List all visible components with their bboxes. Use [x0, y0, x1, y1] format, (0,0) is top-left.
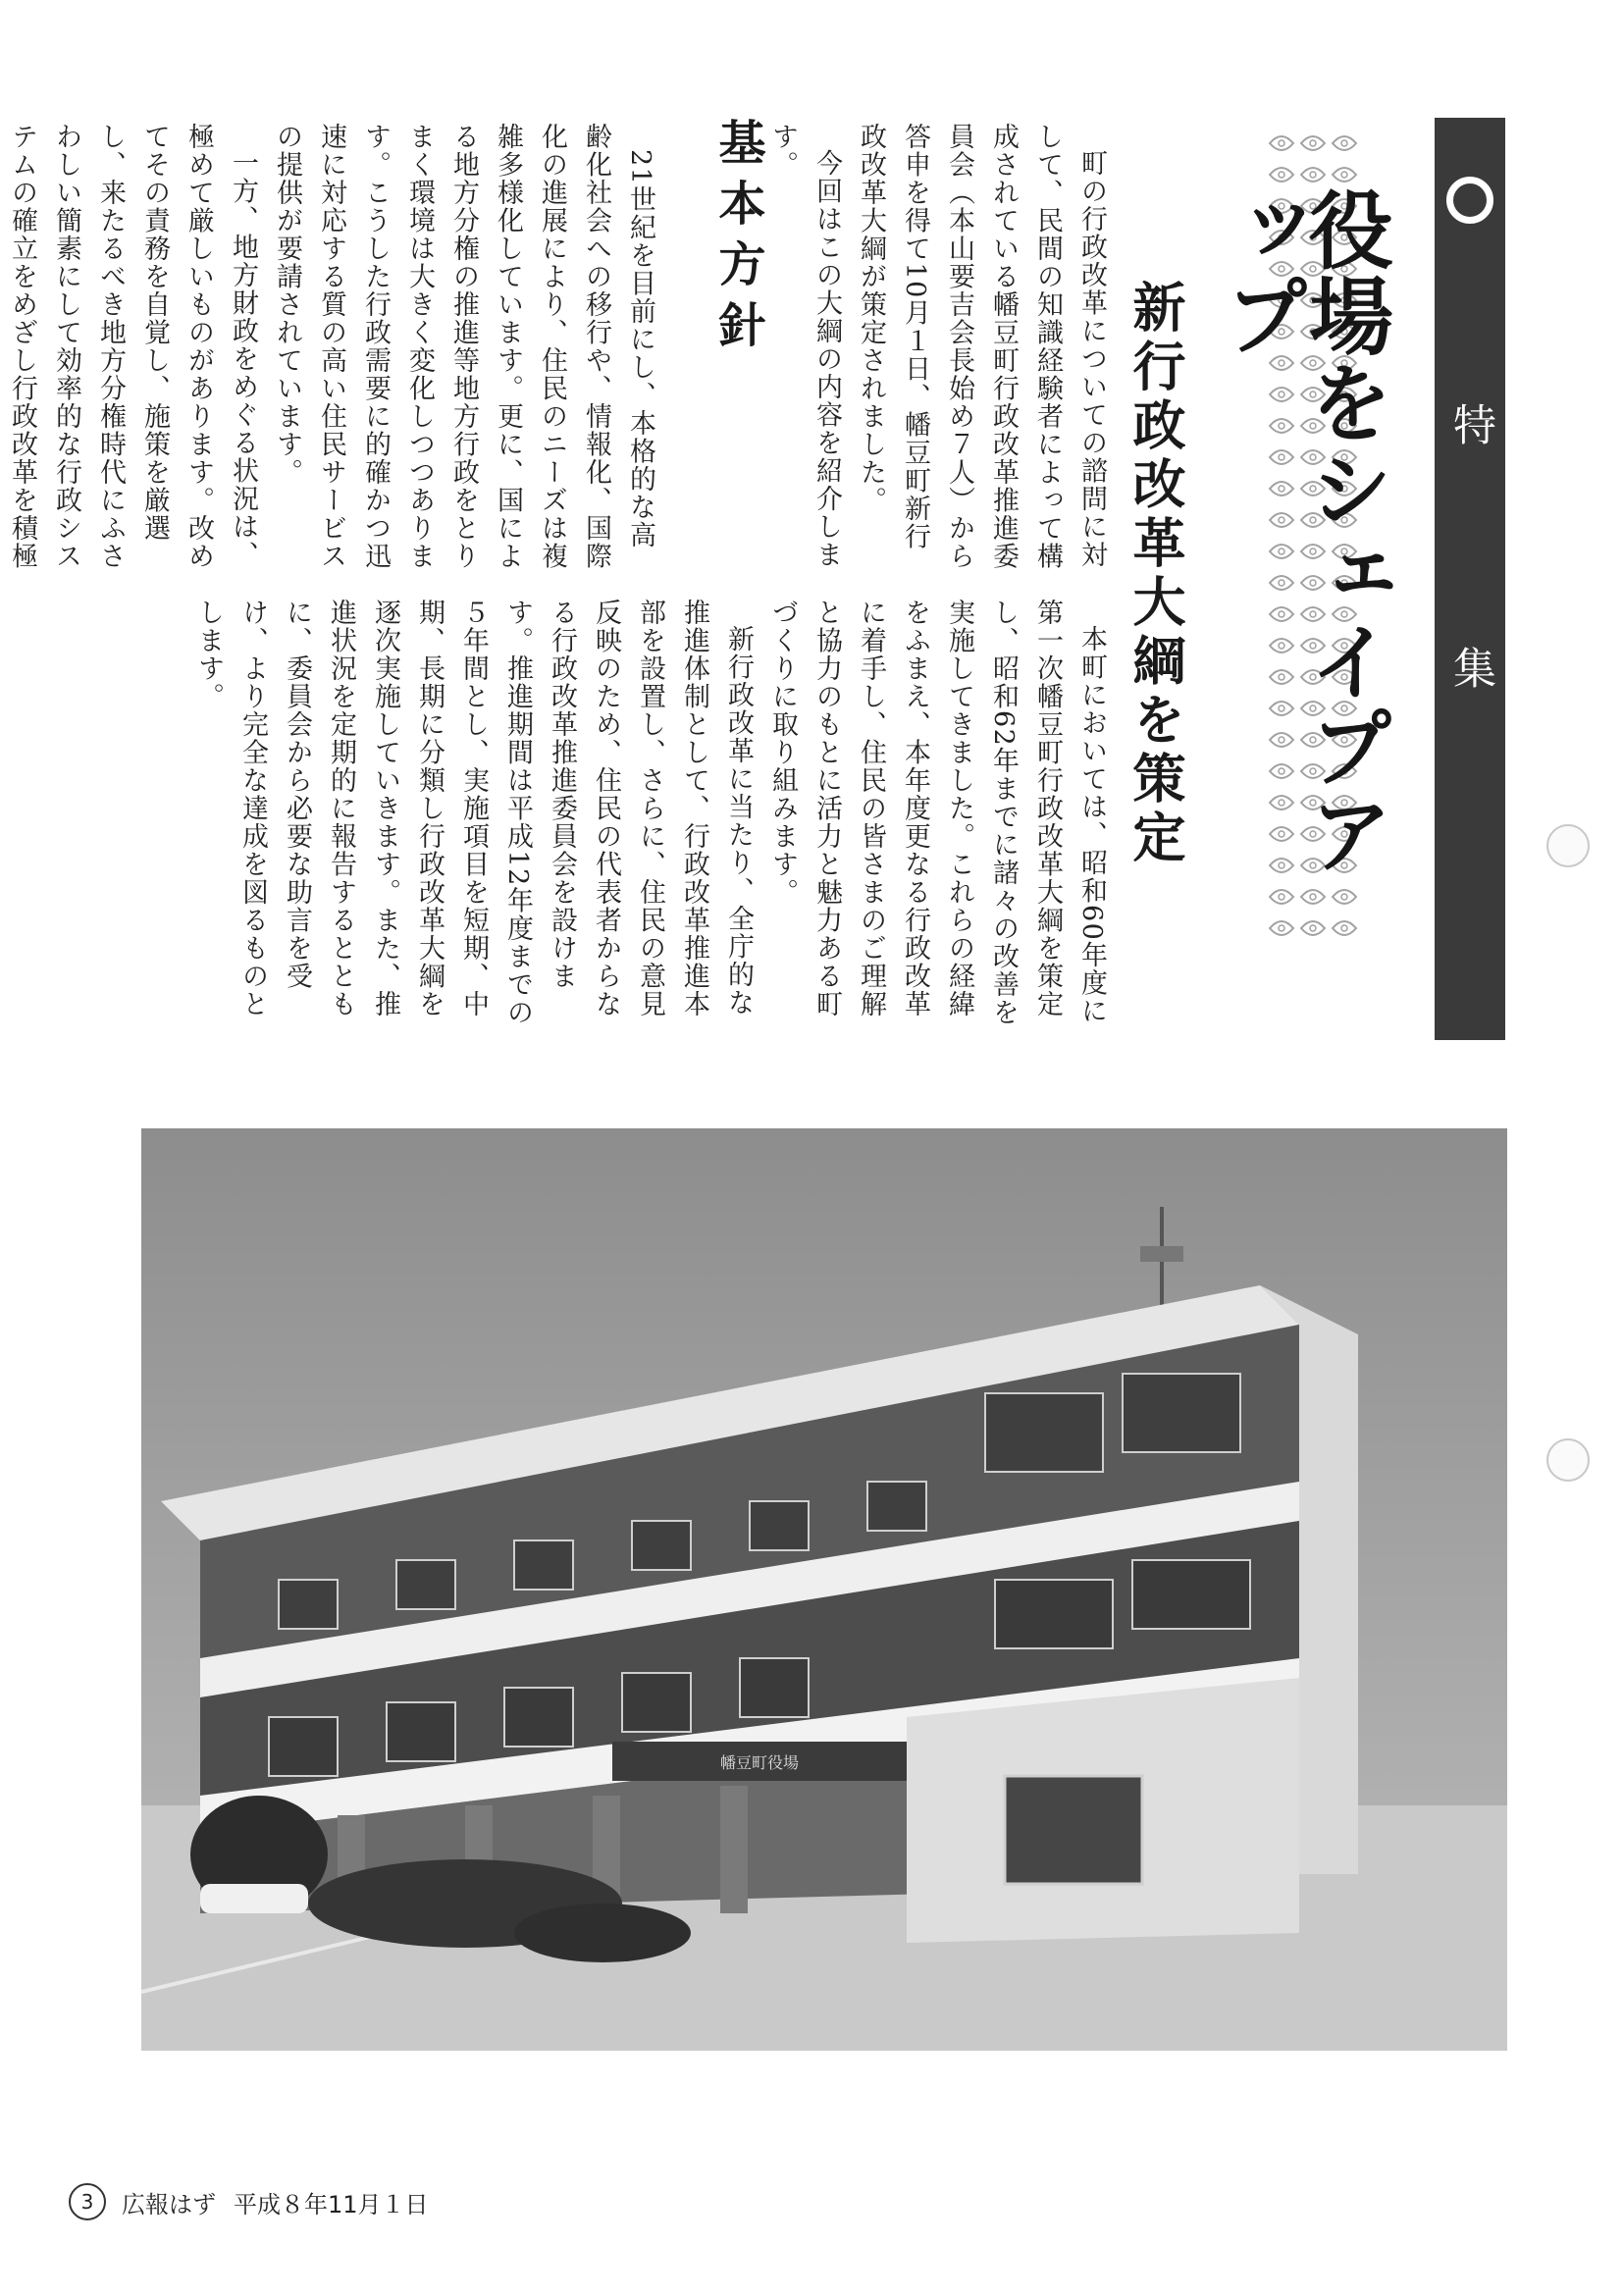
page-number: 3	[69, 2183, 106, 2220]
building-sign: 幡豆町役場	[719, 1755, 800, 1772]
headline: 役場をシェイプアップ	[1210, 186, 1392, 877]
punch-hole	[1546, 824, 1590, 867]
publication-name: 広報はず	[122, 2190, 216, 2218]
body-paragraph: 一方、地方財政をめぐる状況は、極めて厳しいものがあります。改めてその責務を自覚し、施策を厳選し、来たるべき地方分権時代にふさわしい簡素にして効率的な行政システムの確立をめざし行政改革を積極	[7, 123, 258, 570]
feature-label: 特 集	[1445, 402, 1495, 767]
town-hall-photo	[141, 1128, 1507, 2051]
section-heading: 基本方針	[710, 118, 765, 361]
feature-tab	[1435, 118, 1505, 1040]
body-paragraph: 新行政改革に当たり、全庁的な推進体制として、行政改革推進本部を設置し、さらに、住民の意見反映のため、住民の代表者からなる行政改革推進委員会を設けます。推進期間は平成12年度までの５年間とし、実施項目を短期、中期、長期に分類し行政改革大綱を逐次実施していきます。また、推進状況を定期的に報告するとともに、委員会から必要な助言を受け、より完全な達成を図るものとします。	[193, 599, 754, 1027]
publication-date: 平成８年11月１日	[234, 2190, 429, 2218]
section-text	[7, 123, 662, 574]
intro-paragraph: 今回はこの大綱の内容を紹介します。	[767, 123, 842, 569]
intro-text	[767, 123, 1114, 574]
circle-icon	[1446, 177, 1493, 224]
intro-paragraph: 町の行政改革についての諮問に対して、民間の知識経験者によって構成されている幡豆町行政改革推進委員会（本山要吉会長始め７人）から答申を得て10月１日、幡豆町新行政改革大綱が策定されました。	[856, 123, 1107, 570]
page-footer	[69, 2180, 429, 2223]
subheadline: 新行政改革大綱を策定	[1125, 280, 1186, 868]
punch-hole	[1546, 1438, 1590, 1482]
body-paragraph: 21世紀を目前にし、本格的な高齢化社会への移行や、情報化、国際化の進展により、住民のニーズは複雑多様化しています。更に、国による地方分権の推進等地方行政をとりまく環境は大きく変化しつつあります。こうした行政需要に的確かつ迅速に対応する質の高い住民サービスの提供が要請されています。	[272, 123, 655, 570]
body-paragraph: 本町においては、昭和60年度に第一次幡豆町行政改革大綱を策定し、昭和62年までに諸々の改善を実施してきました。これらの経緯をふまえ、本年度更なる行政改革に着手し、住民の皆さまのご理解と協力のもとに活力と魅力ある町づくりに取り組みます。	[767, 599, 1107, 1027]
section-text-lower	[93, 599, 1114, 1040]
